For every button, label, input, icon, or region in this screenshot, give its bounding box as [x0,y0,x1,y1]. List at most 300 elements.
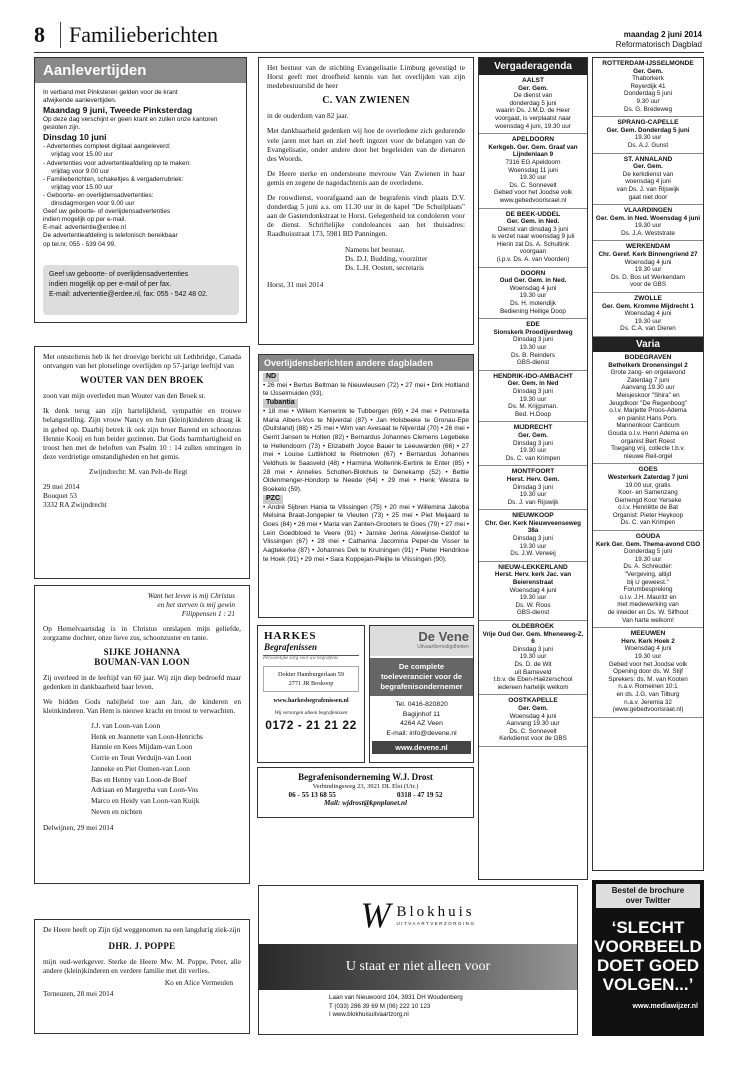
varia-list [593,352,703,718]
page-number: 8 [34,22,45,47]
church-name: Herv. Kerk Hoek 2 [621,637,675,645]
addr-line: 4264 AZ Veen [400,720,443,727]
aanlever-list-item: E-mail: advertentie@erdee.nl [43,224,126,232]
church-entry [479,75,587,134]
church-name: Bethelkerk Dronensingel 2 [608,361,688,369]
family-member: Neven en nichten [91,806,143,816]
church-line: Ds. C. van Krimpen [620,519,676,527]
church-line: uit Barneveld [514,668,552,676]
church-line: n.a.v. Jeremia 32 [624,698,672,706]
family-member: Janneke en Piet Oomen-van Loon [91,763,190,773]
obit-place: Horst, 31 mei 2014 [267,279,324,289]
addr-line: T (033) 286 39 69 M (06) 222 10 123 [329,1002,431,1010]
church-line: Grote zang- en orgelavond [610,369,686,377]
church-city: WERKENDAM [625,243,671,251]
addr-line: 29 mei 2014 [43,482,80,492]
drost-phone: 06 - 55 13 68 55 [288,791,336,799]
obit-text: Zij overleed in de leeftijd van 60 jaar. Wij zijn diep bedroefd maar gedenken in dankbaarheid haar leven. [43,672,241,691]
obit-text: zoon van mijn overleden man Wouter van den Broek sr. [43,391,206,401]
church-line: Sprekers: ds. M. van Kooten [608,675,688,683]
church-line: Donderdag 5 juni [624,90,672,98]
church-line: woensdag 4 juni, 19.30 uur [495,122,571,130]
church-line: Ds. C.A. van Dieren [620,325,676,333]
aanlever-box [34,57,247,323]
church-line: 19.30 uur [519,447,547,455]
harkes-ad [257,625,365,763]
ovl-box [258,354,474,618]
aanlever-list-item: Geef uw geboorte- of overlijdensadvertenties [43,208,171,216]
church-line: met medewerking van [617,601,679,609]
aanlever-line: gesloten zijn. [43,124,81,132]
blokhuis-ad [258,885,578,1035]
church-line: bij U geweest." [627,578,669,586]
aanlever-list-item: indien mogelijk op per e-mail. [43,216,127,224]
obit-signature: Zwijndrecht: M. van Pelt-de Regt [89,466,188,476]
church-line: Toegang vrij, collecte t.b.v. [611,445,685,453]
church-line: Dienst van dinsdag 3 juni [497,225,569,233]
church-line: voorgaat, is verplaatst naar [495,114,571,122]
vene-sub: Uitvaartbenodigdheden [417,644,469,650]
harkes-logo [258,626,364,652]
obit-text: mijn oud-werkgever. Sterke de Heere Mw. M. Poppe, Peter, alle andere (klein)kinderen en verdere familie met dit verlies. [43,957,241,976]
aanlever-list-item: - Advertenties compleet digitaal aangeleverd: [43,143,171,151]
church-line: Thaborkerk [632,75,664,83]
aanlever-line: Op deze dag verschijnt er geen krant en zullen onze kantoren [43,116,218,124]
church-line: o.l.v. J.H. Mauritz en [619,593,677,601]
varia-title: Varia [593,337,703,352]
claim-line: begrafenisondernemer [380,682,463,691]
church-name: Chr. Geref. Kerk Binnengriend 27 [598,251,698,259]
church-line: (www.gebedvoorisrael.nl) [612,706,684,714]
church-name: Ger. Gem. [633,163,663,171]
church-line: De kerkdienst van [622,170,674,178]
church-line: GBS-dienst [516,609,550,617]
harkes-sub: Begrafenissen [264,642,318,652]
church-line: Dinsdag 3 juni [513,483,553,491]
family-member: Corrie en Teun Verduijn-van Loon [91,753,192,763]
church-line: voor de GBS [629,281,667,289]
church-line: 19.30 uur [634,266,662,274]
church-city: VLAARDINGEN [623,207,673,215]
harkes-tag: Wij verzorgen alleen begrafenissen [274,710,348,716]
obit-text: Ik denk terug aan zijn hartelijkheid, sympathie en trouwe belangstelling. Zijn vrouw Nancy en hun (klein)kinderen draag ik in gebed op. Daarbij betrek ik ook zijn broer Barend en schoonzus Hennie Kooij en hun beider gezinnen. Dat Gods barmhartigheid en troost hen met de beloften van Psalm 10 : 14 zullen omringen in deze verdrietige omstandigheden en het gemis. [43,406,241,461]
church-line: Opening door ds. W. Stijf [613,668,683,676]
ovl-title: Overlijdensberichten andere dagbladen [259,355,473,371]
addr-line: Tel. 0416-820820 [395,701,448,708]
church-line: 19.30 uur [519,594,547,602]
church-city: OOSTKAPELLE [508,697,558,705]
church-line: Gebed voor het Joodse volk [493,189,573,197]
right-box [592,57,704,871]
church-entry [479,209,587,268]
family-list [43,721,241,817]
church-line: Ds. C. Sonnevelt [509,727,557,735]
obit-text: Met dankbaarheid gedenken wij hoe de overledene zich gedurende vele jaren met hart en ziel heeft ingezet voor de belangen van de Evangelisatie, onder andere door het begeleiden van de dienaren des Woords. [267,126,465,163]
church-city: MONTFOORT [511,468,555,476]
aanlever-note [43,265,239,315]
church-line: Bed. H.Doop [514,410,552,418]
church-line: Ds. J.A. Weststrate [621,229,675,237]
drost-ad [257,767,474,818]
church-entry [593,352,703,464]
ovl-tag: ND [263,373,279,382]
addr-line[interactable]: I www.blokhuisuitvaartzorg.nl [329,1011,409,1019]
church-city: HENDRIK-IDO-AMBACHT [493,372,573,380]
church-line: Ds. M. Krijgsman. [508,403,558,411]
church-line: Mannenkoor Canticum [616,422,680,430]
obit-text: Op Hemelvaartsdag is in Christus ontslapen mijn geliefde, zorgzame dochter, onze lieve zus, schoonzuster en tante. [43,624,241,643]
addr-line: Bagijnhof 11 [402,710,441,718]
church-line: n.a.v. Romeinen 10:1 [618,683,678,691]
aanlever-list-item: - Advertenties voor advertentieafdeling op te maken: [43,159,191,167]
church-name: Herst. Herv. kerk Jac. van Beierenstraat [494,571,572,587]
church-line: Ds. J.W. Verweij [510,550,556,558]
family-member: Henk en Jeannette van Loon-Henrichs [91,731,203,741]
church-line: waarin Ds. J.M.D. de Heer [496,107,570,115]
family-member: Marco en Heidy van Loon-van Kuijk [91,795,200,805]
church-line: voorgaan [519,248,547,256]
claim-line: VOLGEN...’ [602,975,694,994]
note-line: Geef uw geboorte- of overlijdensadvertenties [49,271,189,278]
family-member: Hannie en Kees Mijdam-van Loon [91,742,193,752]
church-name: Ger. Gem. in Ned. [506,218,560,226]
obit-address [43,482,241,509]
church-line: donderdag 5 juni [509,99,557,107]
church-name: Vrije Oud Ger. Gem. Mheneweg-Z. 6 [482,630,584,646]
church-name: Ger. Gem. [518,84,548,92]
church-line: 19.30 uur [519,653,547,661]
church-entry [593,628,703,718]
paper-name: Reformatorisch Dagblad [615,40,702,49]
church-line: en pianist Hans Pors. [618,414,678,422]
ovl-nd [259,371,473,399]
ovl-pzc [259,495,473,565]
church-line: Dinsdag 3 juni [513,645,553,653]
church-line: de inleider en Ds. W. Silfhout [607,609,689,616]
vene-web[interactable]: www.devene.nl [372,741,471,754]
sign-line: Ds. L.H. Oosten, secretaris [345,262,424,272]
addr-line: Laan van Nieuwoord 104, 3931 DH Woudenberg [329,994,463,1001]
aanlever-list-item: vrijdag voor 9.00 uur [51,167,110,175]
vene-claim [370,658,473,696]
church-line: Ds. C. van Krimpen [505,454,561,462]
church-entry [479,371,587,423]
head-line: Bestel de brochure [611,886,685,895]
drost-title: Begrafenisonderneming W.J. Drost [298,772,433,782]
right-list [593,58,703,337]
church-line: Woensdag 4 juni [624,645,672,653]
twitter-web[interactable]: www.mediawijzer.nl [632,1003,698,1010]
church-name: Herst. Herv. Gem. [506,475,560,483]
church-city: NIEUWKOOP [512,512,554,520]
church-line: Jeugdkoor "De Regenboog" [609,399,687,407]
deceased-name: WOUTER VAN DEN BROEK [80,375,204,386]
church-line: GBS-dienst [516,359,550,367]
church-line: De dienst van [513,92,553,100]
claim-line: toeleverancier voor de [380,672,463,681]
vene-contact [370,696,473,738]
church-line: www.gebedvoorisrael.nl [499,196,567,204]
church-entry [479,510,587,562]
blokhuis-name: Blokhuis [396,904,475,920]
church-line: Organist: Pieter Heykoop [612,511,684,519]
church-name: Ger. Gem. [518,704,548,712]
church-line: 19.30 uur [519,395,547,403]
drost-mail[interactable]: Mail: wjdrost@kpnplanet.nl [323,799,408,807]
church-line: 19.30 uur [519,542,547,550]
church-line: Koor- en Samenzang [618,489,678,497]
church-entry [479,621,587,695]
obit-text: Met ontsteltenis heb ik het droevige bericht uit Lethbridge, Canada ontvangen van het plotselinge overlijden op 57-jarige leeftijd van [43,352,241,371]
church-line: Ds. J. van Rijswijk [507,498,559,506]
vene-name: De Vene [418,629,469,644]
vene-logo [370,626,473,656]
drost-phone: 0318 - 47 19 52 [396,791,443,799]
church-line: Aanvang 19.30 uur [621,384,675,392]
harkes-slogan: Persoonlijke zorg voor uw begrafenis [263,655,359,661]
church-line: o.l.v. Marjette Proos-Adema [609,407,687,415]
blokhuis-claim: U staat er niet alleen voor [259,944,577,990]
church-entry [479,695,587,747]
church-line: Woensdag 4 juni [624,258,672,266]
aanlever-title: Aanlevertijden [35,58,246,83]
family-member: Adriaan en Margretha van Loon-Vos [91,785,199,795]
church-line: Van harte welkom! [622,616,674,624]
church-line: 9.30 uur [636,97,660,105]
name-line: SIJKE JOHANNA [103,647,181,658]
quote-line: Filippensen 1 : 21 [181,609,235,619]
family-member: Bas en Henny van Loon-de Boef [91,774,187,784]
church-entry [479,466,587,510]
church-line: 19.30 uur [634,317,662,325]
church-line: Gebed voor het Joodse volk [608,660,688,668]
church-line: 19.30 uur [634,555,662,563]
obit-quote [43,591,241,618]
twitter-claim [592,908,704,994]
church-line: woensdag 4 juni [625,178,671,186]
deceased-name [43,648,241,666]
church-line: 19.30 uur [519,292,547,300]
church-city: OLDEBROEK [511,623,555,630]
church-line: Kerkdienst voor de GBS [499,735,567,743]
obit-text: De Heere sterke en ondersteune mevrouw Van Zwienen in haar gemis en zegene de nagedachtenis aan de overledene. [267,168,465,187]
church-city: EDE [526,321,540,329]
church-line: Ds. D. Bos uit Werkendam [610,273,686,281]
addr-line: E-mail: info@devene.nl [386,729,457,737]
claim-line: ‘SLECHT [611,918,685,937]
church-entry [593,154,703,206]
obit-place: Delwijnen, 29 mei 2014 [43,823,114,833]
verg-box [478,57,588,880]
church-line: Zaterdag 7 juni [626,376,669,384]
church-line: 19.30 uur [634,134,662,142]
obit-zwienen [258,57,474,345]
church-name: Chr. Ger. Kerk Nieuwveenseweg 38a [485,519,581,535]
church-line: Ds. A.J. Gunst [627,141,669,149]
aanlever-list-item: - Familieberichten, schakeltjes & vergaderrubriek: [43,175,184,183]
church-line: Ds. A. Schreuder: [623,563,673,571]
church-line: 19.30 uur [519,174,547,182]
church-line: organist Bert Roest [621,437,675,445]
church-line: is verzet naar woensdag 9 juli [491,233,575,241]
header-rule [34,52,704,53]
church-line: t.b.v. de Eben-Haëzerschool [493,676,573,684]
harkes-web[interactable]: www.harkesbegrafenissen.nl [273,697,349,704]
twitter-ad [592,880,704,1036]
church-city: ZWOLLE [634,295,662,303]
addr-line: Bouquet 53 [43,491,77,501]
deceased-name: C. VAN ZWIENEN [322,95,410,107]
church-line: Ds. W. Roos [515,601,551,609]
church-city: MIJDRECHT [513,424,553,432]
claim-line: DOET GOED [596,956,699,975]
obit-text: De Heere heeft op Zijn tijd weggenomen na een langdurig ziek-zijn [43,925,241,934]
addr-line: 2771 JR Boskoop [288,680,334,687]
church-name: Kerk Ger. Gem. Thema-avond CGO [595,540,701,548]
church-name: Sionskerk Proodijverdweg [493,328,573,336]
church-city: APELDOORN [511,136,555,144]
ovl-text: • 18 mei • Willem Kemerink te Tubbergen (69) • 24 mei • Petronella Maria Albers-Vos te Nijverdal (87) • Jan Holsbeeke te Gronau-Epe (Duitsland) (88) • 25 mei • Wim van Avesaat te Nijverdal (70) • 26 mei • Gerrit Jansen te Holten (82) • Bernardus Johannes Clemens Legebeke te Hellendoorn (73) • Elizabeth Joyce Bauer te Leeuwarden (66) • 27 mei • Louise Luttikhold te Rietmolen (67) • Bernardus Johannes Veldhuis te Saasveld (48) • Harmina Wolterink-Eertink te Enter (85) • 28 mei • Annelies Scholten-Blokhuis te Denekamp (52) • Bettie Oldenmenger-Hondorp te Neede (64) • 29 mei • Henk Westra te Boekelo (59). [263,407,469,494]
church-city: SPRANG-CAPELLE [617,119,679,127]
church-line: en ds. J.G. van Tilburg [616,690,680,698]
ovl-text: • André Sijbren Hania te Vlissingen (75) • 20 mei • Willemina Jakoba Melsina Braat-Jongepier te Vleuten (73) • 25 mei • Piet Meijaard te Goes (84) • 26 mei • Maria van Zanten-Grooters te Goes (79) • 27 mei • Lein Goedbloed te Veere (91) • Janske Jerina Alewijnse-Geldof te Vlissingen (67) • 28 mei • Catharina Jacomina Peper-de Visser te Aagtekerke (87) • Johannes Dek te Kruiningen (91) • Pieter Hendrikse te Hoek (91) • 29 mei • Sara Koppejan-Pleijte te Vlissingen (90). [263,503,469,563]
obit-signature [267,245,465,272]
church-line: Reyerdijk 41 [630,82,666,90]
church-line: (i.p.v. Ds. A. van Voorden) [496,256,570,264]
church-line: 19.30 uur [634,222,662,230]
church-line: Gemengd Koor Yerseke [614,496,682,504]
church-city: NIEUW-LEKKERLAND [498,563,568,571]
harkes-name: HARKES [264,630,317,642]
blokhuis-initial-icon: W [360,895,391,935]
header-date [616,30,702,50]
church-line: Ds. D. de Wit [514,660,552,668]
church-line: Aanvang 19.30 uur [506,720,560,728]
aanlever-list-item: De advertentieafdeling is telefonisch bereikbaar [43,232,178,240]
obit-text: in de ouderdom van 82 jaar. [267,111,349,121]
vene-ad [369,625,474,763]
church-name: Ger. Gem. in Ned. Woensdag 4 juni [595,214,701,222]
church-line: nieuwe Reil-orgel [623,452,673,460]
church-entry [479,562,587,621]
verg-title: Vergaderagenda [479,58,587,75]
church-name: Ger. Gem. Kromme Mijdrecht 1 [601,302,695,310]
name-line: BOUMAN-VAN LOON [94,656,190,667]
church-entry [593,293,703,337]
deceased-name: DHR. J. POPPE [108,941,176,952]
aanlever-list-item: - Geboorte- en overlijdensadvertenties: [43,191,154,199]
blokhuis-sub: UITVAARTVERZORGING [396,921,476,926]
drost-phones [258,791,473,799]
church-entry [479,319,587,371]
church-name: Ger. Gem. in Ned [507,380,559,388]
church-line: Woensdag 4 juni [509,712,557,720]
ovl-text: • 26 mei • Bertus Beltman te Nieuwleusen (72) • 27 mei • Dirk Holtland te IJsselmuiden (93). [263,381,469,398]
church-name: Westerkerk Zaterdag 7 juni [607,473,689,481]
church-city: ST. ANNALAND [623,155,673,163]
aanlever-list-item: vrijdag voor 15.00 uur [51,183,113,191]
head-line: over Twitter [625,896,671,905]
drost-address: Verbindingsweg 23, 3921 DL Elst (Utr.) [312,783,419,790]
church-city: MEEUWEN [630,630,666,638]
family-member: J.J. van Loon-van Loon [91,721,161,731]
church-name: Ger. Gem. Donderdag 5 juni [606,126,690,134]
aanlever-list [43,143,238,248]
church-line: Ds. C. Sonnevelt [509,181,557,189]
addr-line: Dokter Hamburgerlaan 59 [278,671,344,678]
aanlever-h2: Dinsdag 10 juni [43,132,107,143]
blokhuis-contact [259,990,577,1020]
aanlever-body [35,83,246,249]
church-line: Forumbespreking [623,586,673,594]
obit-signature: Ko en Alice Vermeulen [164,978,233,988]
harkes-phone: 0172 - 21 21 22 [265,718,357,732]
note-line: indien mogelijk op per e-mail of per fax. [49,281,172,288]
church-line: Woensdag 4 juni [509,284,557,292]
claim-line: De complete [398,662,445,671]
obit-broek [34,346,250,579]
church-line: Ds. G. Bredeweg [624,105,672,113]
church-line: 19.00 uur, gratis [625,481,671,489]
aanlever-h1: Maandag 9 juni, Tweede Pinksterdag [43,105,193,116]
church-city: DE BEEK-UDDEL [505,210,561,218]
aanlever-list-item: dinsdagmorgen voor 9.00 uur [51,200,135,208]
church-line: gaat niet door [628,193,668,201]
obit-loon [34,585,250,884]
church-line: Dinsdag 3 juni [513,336,553,344]
church-line: Meisjeskoor "Shira" en [616,391,680,399]
church-entry [593,58,703,117]
aanlever-line: In verband met Pinksteren gelden voor de krant [43,89,178,96]
verg-list [479,75,587,747]
twitter-head [596,884,700,908]
church-city: AALST [522,77,544,84]
church-line: o.l.v. Henriëtte de Bat [617,504,679,512]
church-city: GOES [638,466,658,474]
church-line: Dinsdag 3 juni [513,535,553,543]
church-city: ROTTERDAM-IJSSELMONDE [602,60,694,67]
aanlever-list-item: op tel.nr. 055 - 539 04 99. [43,240,116,248]
claim-line: VOORBEELD [594,937,702,956]
obit-text: Het bestuur van de stichting Evangelisatie Limburg gevestigd te Horst geeft met droefheid kennis van het overlijden van zijn medebestuurslid de heer [267,63,465,91]
church-line: 19.30 uur [519,491,547,499]
church-line: Gouda o.l.v. Henri Adema en [607,429,689,437]
church-entry [479,134,587,208]
quote-line: Want het leven is mij Christus [147,591,235,600]
church-line: Bediening Heilige Doop [500,307,566,315]
obit-text: De rouwdienst, voorafgaand aan de begrafenis vindt plaats D.V. donderdag 5 juni a.s. om 11.30 uur in de kapel "De Schuilplaats" aan de Gastendonkstraat te Horst. Gelegenheid tot condoleren voor de dienst. Schriftelijke condoleances aan het thuisadres: Raadhuisstraat 173, 5981 BD Panningen. [267,193,465,239]
church-line: 19.30 uur [519,344,547,351]
church-line: Dinsdag 3 juni [513,439,553,447]
church-entry [593,117,703,153]
church-line: Woensdag 4 juni [509,586,557,594]
ovl-tag: Tubantia [263,399,298,408]
church-line: 19.30 uur [634,652,662,660]
church-name: Kerkgeb. Ger. Gem. Graaf van Lijndenlaan 9 [488,143,578,159]
church-name: Ger. Gem. [633,67,663,75]
harkes-address [263,666,359,692]
church-entry [593,241,703,293]
church-entry [593,205,703,241]
obit-text: We bidden Gods nabijheid toe aan Jan, de kinderen en kleinkinderen. Van Hem is nieuwe kracht en troost te verwachten. [43,696,241,715]
church-name: Oud Ger. Gem. in Ned. [499,277,567,285]
obit-poppe [34,919,250,1034]
obit-place: Terneuzen, 28 mei 2014 [43,989,114,999]
church-city: GOUDA [635,533,661,541]
church-line: Ds. H. molendijk [510,300,556,308]
church-line: 7316 EG Apeldoorn [505,158,561,166]
church-city: BODEGRAVEN [624,354,672,361]
